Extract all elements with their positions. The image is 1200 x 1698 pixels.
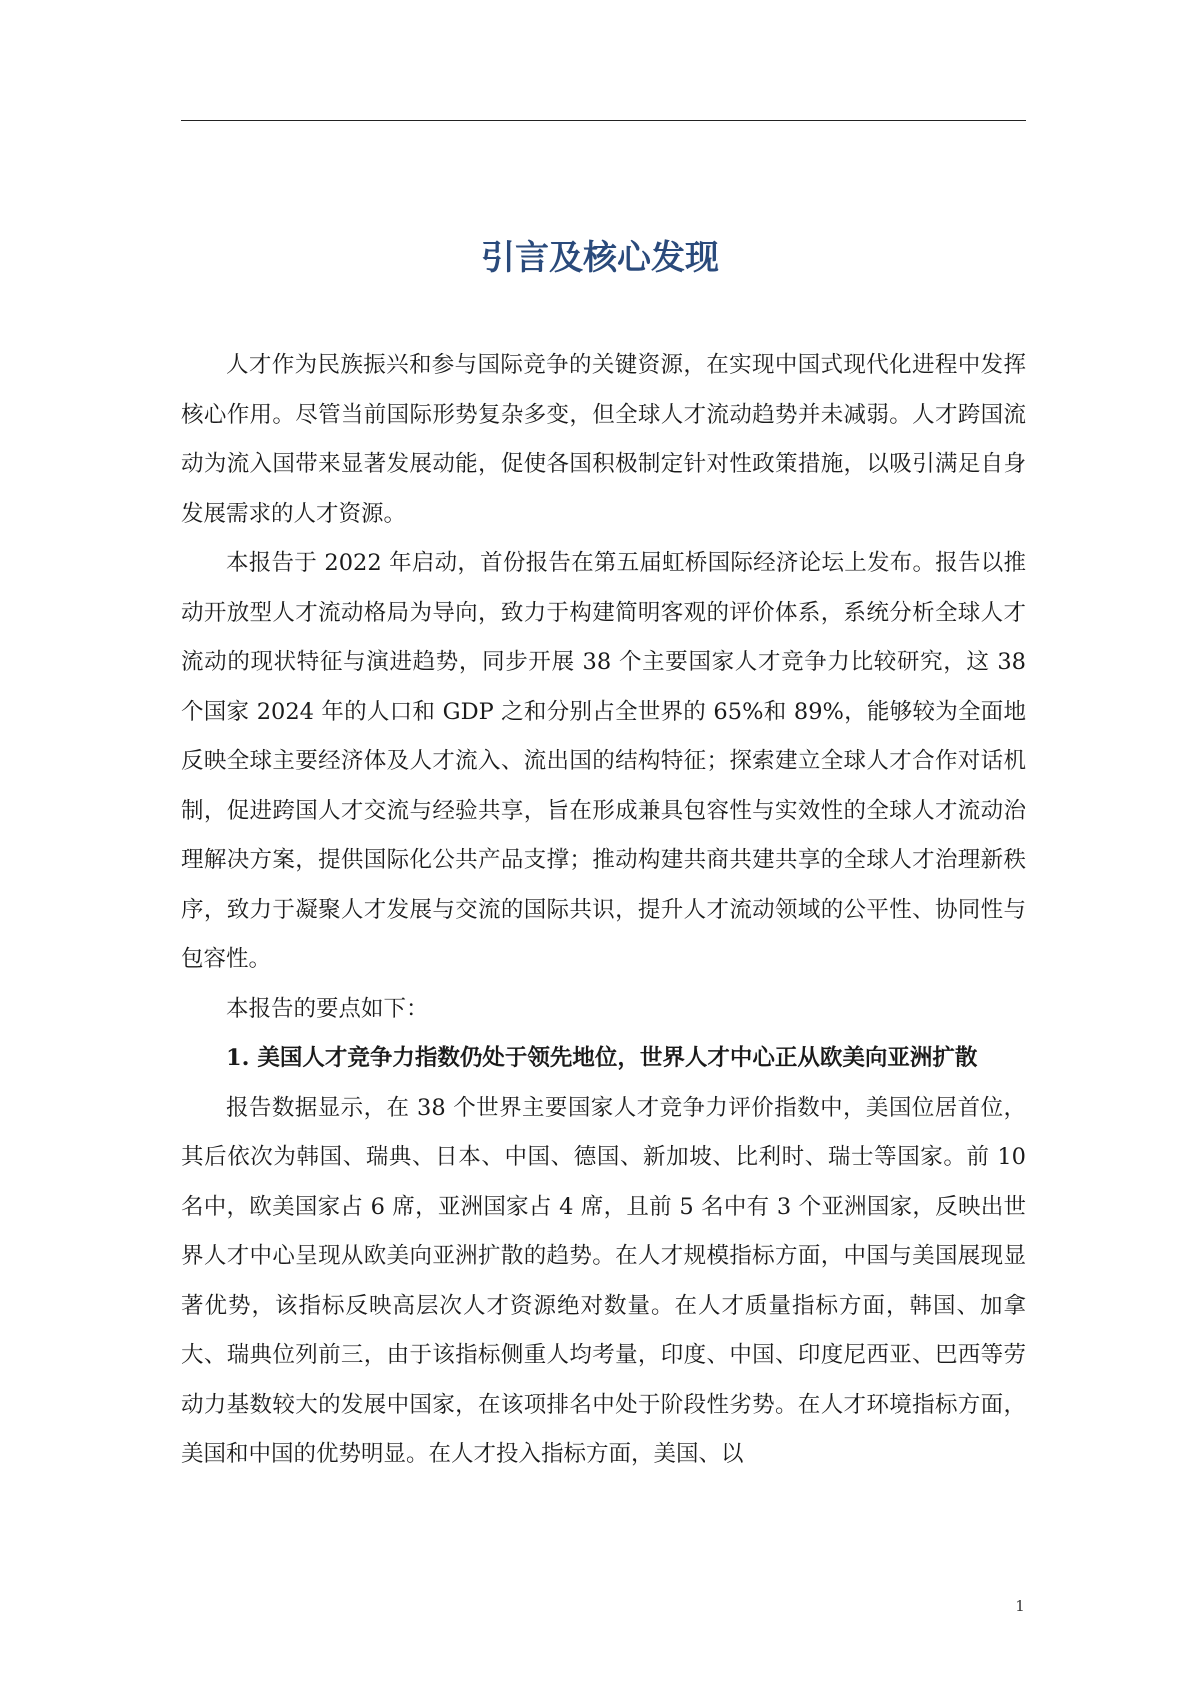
header-rule	[181, 120, 1026, 121]
intro-paragraph: 人才作为民族振兴和参与国际竞争的关键资源，在实现中国式现代化进程中发挥核心作用。尽管当前国际形势复杂多变，但全球人才流动趋势并未减弱。人才跨国流动为流入国带来显著发展动能，促使各国积极制定针对性政策措施，以吸引满足自身发展需求的人才资源。	[181, 352, 1026, 527]
document-body	[181, 341, 1026, 1480]
page-number: 1	[1015, 1597, 1025, 1615]
page-title: 引言及核心发现	[481, 238, 719, 278]
point1-heading: 1. 美国人才竞争力指数仍处于领先地位，世界人才中心正从欧美向亚洲扩散	[226, 1045, 978, 1071]
key-points-intro: 本报告的要点如下：	[226, 995, 429, 1022]
point1-body: 报告数据显示，在 38 个世界主要国家人才竞争力评价指数中，美国位居首位，其后依次为韩国、瑞典、日本、中国、德国、新加坡、比利时、瑞士等国家。前 10 名中，欧美国家占 6 席，亚洲国家占 4 席，且前 5 名中有 3 个亚洲国家，反映出世界人才中心呈现从欧美向亚洲扩散的趋势。在人才规模指标方面，中国与美国展现显著优势，该指标反映高层次人才资源绝对数量。在人才质量指标方面，韩国、加拿大、瑞典位列前三，由于该指标侧重人均考量，印度、中国、印度尼西亚、巴西等劳动力基数较大的发展中国家，在该项排名中处于阶段性劣势。在人才环境指标方面，美国和中国的优势明显。在人才投入指标方面，美国、以	[181, 1094, 1026, 1467]
background-paragraph: 本报告于 2022 年启动，首份报告在第五届虹桥国际经济论坛上发布。报告以推动开放型人才流动格局为导向，致力于构建简明客观的评价体系，系统分析全球人才流动的现状特征与演进趋势，同步开展 38 个主要国家人才竞争力比较研究，这 38 个国家 2024 年的人口和 GDP 之和分别占全世界的 65%和 89%，能够较为全面地反映全球主要经济体及人才流入、流出国的结构特征；探索建立全球人才合作对话机制，促进跨国人才交流与经验共享，旨在形成兼具包容性与实效性的全球人才流动治理解决方案，提供国际化公共产品支撑；推动构建共商共建共享的全球人才治理新秩序，致力于凝聚人才发展与交流的国际共识，提升人才流动领域的公平性、协同性与包容性。	[181, 550, 1026, 972]
